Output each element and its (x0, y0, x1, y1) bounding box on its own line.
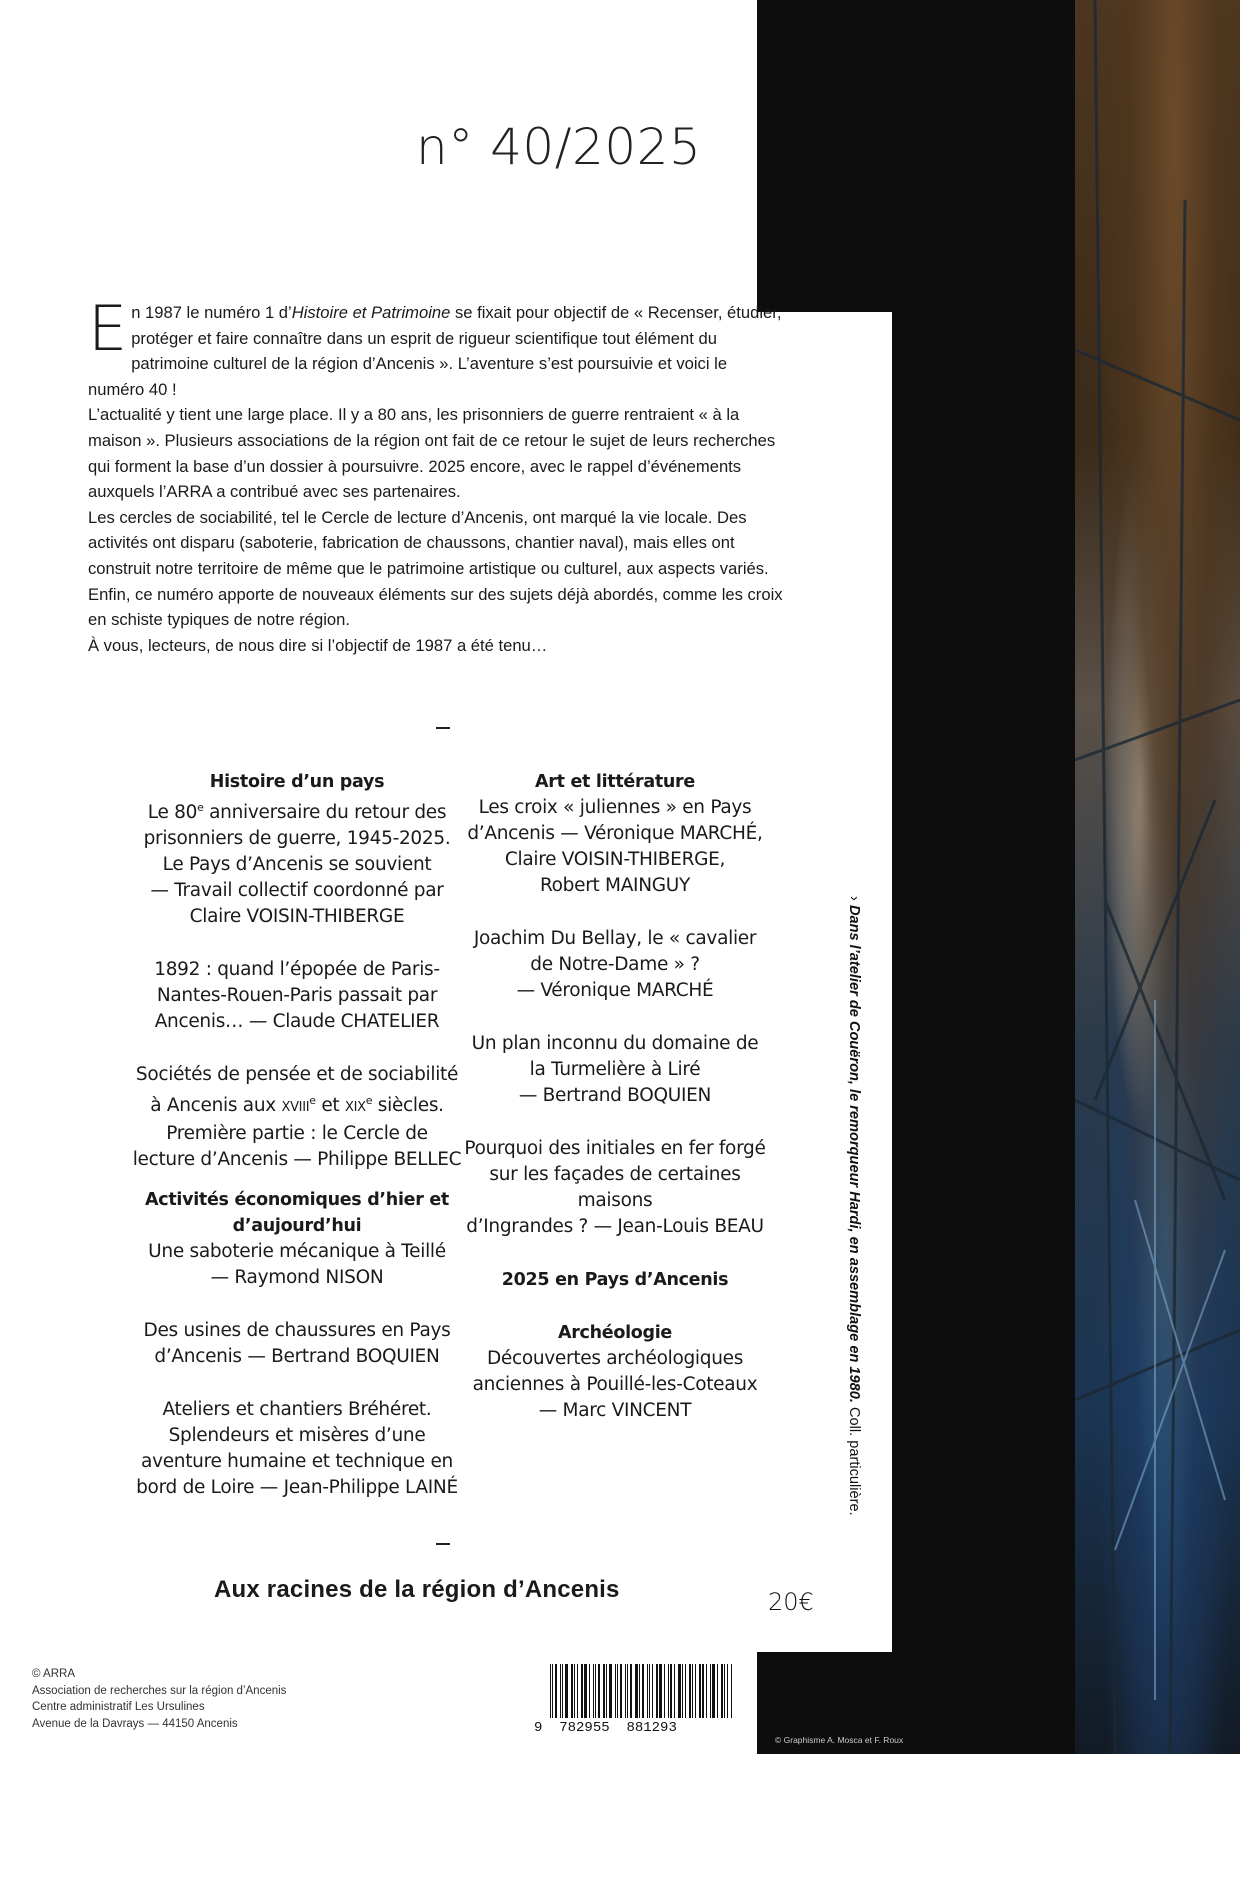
barcode-bar (647, 1664, 648, 1718)
barcode-bar (727, 1664, 728, 1718)
barcode-bar (615, 1664, 616, 1718)
barcode-bar (649, 1664, 650, 1718)
drop-cap: E (88, 292, 128, 365)
price: 20€ (768, 1588, 814, 1616)
barcode-bar (702, 1664, 704, 1718)
barcode-bar (678, 1664, 681, 1718)
barcode-bar (589, 1664, 590, 1718)
barcode-bar (706, 1664, 707, 1718)
separator-dash (436, 727, 450, 729)
barcode-bar (609, 1664, 612, 1718)
barcode-bar (664, 1664, 665, 1718)
publisher-info: © ARRA Association de recherches sur la région d’Ancenis Centre administratif Les Ursulines Avenue de la Davrays — 44150 Ancenis (32, 1668, 287, 1730)
barcode-bar (642, 1664, 644, 1718)
barcode-bar (670, 1664, 672, 1718)
barcode-bar (577, 1664, 578, 1718)
barcode-bar (721, 1664, 723, 1718)
cover-photo (1075, 0, 1240, 1754)
photo-caption: › Dans l’atelier de Couëron, le remorqueur Hardi, en assemblage en 1980. Coll. particulière. (846, 896, 862, 1516)
section-heading: Archéologie (557, 1323, 672, 1343)
barcode-bars (550, 1664, 764, 1718)
barcode-bar (692, 1664, 693, 1718)
issue-number: n° 40/2025 (416, 118, 702, 176)
barcode-bar (620, 1664, 622, 1718)
isbn-barcode (534, 1664, 764, 1740)
barcode-bar (656, 1664, 658, 1718)
barcode-bar (595, 1664, 596, 1718)
contents-left-column: Histoire d’un pays Le 80e anniversaire du retour des prisonniers de guerre, 1945-2025. Le Pays d’Ancenis se souvient — Travail collectif coordonné par Claire VOISIN-THIBERGE 1892 : quand l’épopée de Paris- Nantes-Rouen-Paris passait par Ancenis… — Claude CHATELIER Sociétés de pensée et de sociabilité à Ancenis aux XVIIIe et XIXe siècles. Première partie : le Cercle de lecture d’Ancenis — Philippe BELLEC Activités économiques d’hier et d’aujourd’hui Une saboterie mécanique à Teillé — Raymond NISON Des usines de chaussures en Pays d’Ancenis — Bertrand BOQUIEN Ateliers et chantiers Bréhéret. Splendeurs et misères d’une aventure humaine et technique en bord de Loire — Jean-Philippe LAINÉ (132, 769, 462, 1501)
barcode-bar (659, 1664, 662, 1718)
barcode-bar (565, 1664, 568, 1718)
editorial-paragraph-4: À vous, lecteurs, de nous dire si l’objectif de 1987 a été tenu… (88, 635, 548, 655)
editorial-paragraph-2: L’actualité y tient une large place. Il y a 80 ans, les prisonniers de guerre rentraient « à la maison ». Plusieurs associations de la région ont fait de ce retour le sujet de leurs recherches qui forment la base d’un dossier à poursuivre. 2025 encore, avec le rappel d’événements auxquels l’ARRA a contribué avec ses partenaires. (88, 405, 776, 502)
barcode-bar (574, 1664, 575, 1718)
barcode-bar (639, 1664, 640, 1718)
section-heading: Histoire d’un pays (209, 772, 385, 792)
barcode-bar (682, 1664, 683, 1718)
barcode-bar (625, 1664, 626, 1718)
barcode-bar (635, 1664, 638, 1718)
barcode-digits: 9 782955 881293 (534, 1720, 677, 1736)
barcode-bar (652, 1664, 653, 1718)
barcode-bar (630, 1664, 632, 1718)
barcode-bar (593, 1664, 594, 1718)
barcode-bar (717, 1664, 718, 1718)
barcode-bar (552, 1664, 553, 1718)
editorial-text (88, 292, 785, 658)
barcode-bar (668, 1664, 669, 1718)
barcode-bar (555, 1664, 557, 1718)
barcode-bar (731, 1664, 732, 1718)
barcode-bar (627, 1664, 628, 1718)
barcode-bar (689, 1664, 691, 1718)
barcode-bar (581, 1664, 583, 1718)
barcode-bar (562, 1664, 563, 1718)
barcode-bar (603, 1664, 605, 1718)
barcode-bar (617, 1664, 618, 1718)
barcode-bar (560, 1664, 561, 1718)
barcode-bar (598, 1664, 600, 1718)
barcode-bar (550, 1664, 551, 1718)
barcode-bar (710, 1664, 711, 1718)
barcode-bar (699, 1664, 701, 1718)
scaffolding-graphic (1075, 0, 1240, 1754)
barcode-bar (712, 1664, 715, 1718)
section-heading: Activités économiques d’hier et (145, 1190, 449, 1211)
barcode-bar (695, 1664, 696, 1718)
barcode-bar (584, 1664, 587, 1718)
section-heading: Art et littérature (535, 772, 695, 792)
design-credit: © Graphisme A. Mosca et F. Roux (775, 1735, 904, 1745)
tagline: Aux racines de la région d’Ancenis (214, 1576, 620, 1603)
contents-right-column: Art et littérature Les croix « juliennes » en Pays d’Ancenis — Véronique MARCHÉ, Claire VOISIN-THIBERGE, Robert MAINGUY Joachim Du Bellay, le « cavalier de Notre-Dame » ? — Véronique MARCHÉ Un plan inconnu du domaine de la Turmelière à Liré — Bertrand BOQUIEN Pourquoi des initiales en fer forgé sur les façades de certaines maisons d’Ingrandes ? — Jean-Louis BEAU 2025 en Pays d’Ancenis Archéologie Découvertes archéologiques anciennes à Pouillé-les-Coteaux — Marc VINCENT (450, 769, 780, 1424)
barcode-bar (674, 1664, 675, 1718)
editorial-paragraph-1: n 1987 le numéro 1 d’Histoire et Patrimoine se fixait pour objectif de « Recenser, étudier, protéger et faire connaître dans un esprit de rigueur scientifique tout élément du patrimoine culturel de la région d’Ancenis ». L’aventure s’est poursuivie et voici le numéro 40 ! (88, 303, 782, 399)
barcode-bar (724, 1664, 725, 1718)
barcode-bar (606, 1664, 607, 1718)
editorial-paragraph-3: Les cercles de sociabilité, tel le Cercle de lecture d’Ancenis, ont marqué la vie locale. Des activités ont disparu (saboterie, fabrication de chaussons, chantier naval), mais elles ont construit notre territoire de même que le patrimoine artistique ou culturel, aux aspects variés. Enfin, ce numéro apporte de nouveaux éléments sur des sujets déjà abordés, comme les croix en schiste typiques de notre région. (88, 507, 783, 630)
barcode-bar (571, 1664, 573, 1718)
separator-dash (436, 1543, 450, 1545)
section-heading: 2025 en Pays d’Ancenis (501, 1270, 729, 1290)
barcode-bar (685, 1664, 686, 1718)
